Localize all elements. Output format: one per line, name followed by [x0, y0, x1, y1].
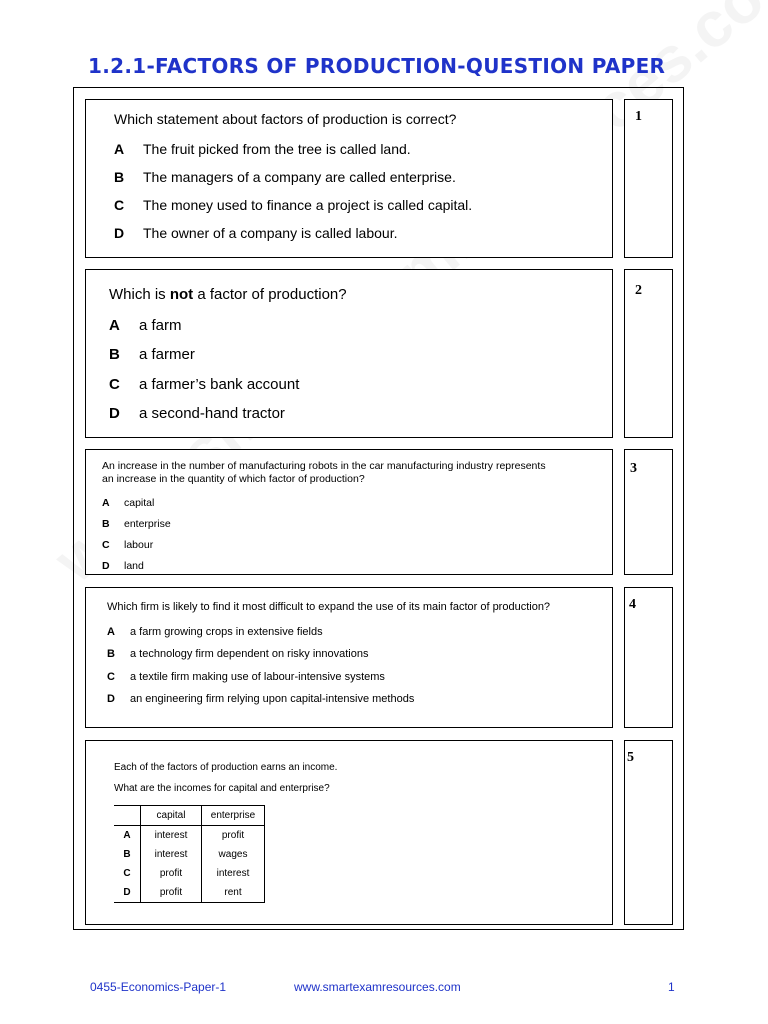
question-3-box	[85, 449, 613, 575]
option-letter: A	[114, 141, 125, 157]
option-letter: C	[107, 671, 115, 683]
page-title: 1.2.1-FACTORS OF PRODUCTION-QUESTION PAPER	[88, 54, 666, 78]
table-cell: C	[114, 864, 141, 883]
option-text: The managers of a company are called enterprise.	[143, 169, 456, 185]
table-cell: D	[114, 883, 141, 903]
question-4-box	[85, 587, 613, 728]
question-2-stem-after: a factor of production?	[193, 286, 347, 303]
option-letter: D	[109, 405, 120, 422]
option-letter: B	[114, 169, 125, 185]
option-text: a technology firm dependent on risky innovations	[130, 648, 369, 660]
question-3-number: 3	[630, 461, 637, 476]
table-cell: wages	[202, 845, 265, 864]
table-row	[114, 883, 265, 903]
option-letter: B	[102, 518, 110, 530]
question-5-box	[85, 740, 613, 925]
table-row	[114, 864, 265, 883]
footer-paper-code: 0455-Economics-Paper-1	[90, 980, 227, 994]
footer-page-number: 1	[668, 980, 675, 994]
table-cell: profit	[141, 864, 202, 883]
question-4-stem: Which firm is likely to find it most difficult to expand the use of its main factor of production?	[107, 601, 551, 613]
question-4-number: 4	[629, 597, 636, 612]
table-cell: B	[114, 845, 141, 864]
table-header-cell: enterprise	[202, 806, 265, 826]
option-text: The owner of a company is called labour.	[143, 225, 398, 241]
question-1-stem: Which statement about factors of production is correct?	[114, 111, 457, 127]
option-letter: C	[114, 197, 125, 213]
footer-website-link[interactable]: www.smartexamresources.com	[294, 980, 461, 994]
option-text: The money used to finance a project is called capital.	[143, 197, 473, 213]
question-1-number-box	[624, 99, 673, 258]
table-row	[114, 826, 265, 846]
question-3-number-box	[624, 449, 673, 575]
question-2-stem	[109, 286, 347, 303]
question-2-stem-before: Which is	[109, 286, 170, 303]
question-3-stem-line-2: an increase in the quantity of which factor of production?	[102, 473, 365, 485]
option-letter: C	[109, 376, 120, 393]
question-1-number: 1	[635, 109, 642, 124]
income-table	[114, 805, 265, 903]
option-text: a second-hand tractor	[139, 405, 285, 422]
option-letter: B	[109, 346, 120, 363]
table-cell: rent	[202, 883, 265, 903]
option-text: a textile firm making use of labour-intensive systems	[130, 671, 385, 683]
option-text: a farmer’s bank account	[139, 376, 300, 393]
option-text: enterprise	[124, 518, 171, 530]
option-letter: A	[102, 497, 110, 509]
question-2-number: 2	[635, 283, 642, 298]
option-letter: D	[102, 560, 110, 572]
option-text: a farm growing crops in extensive fields	[130, 626, 323, 638]
option-text: capital	[124, 497, 155, 509]
question-1-box	[85, 99, 613, 258]
question-2-stem-emphasis: not	[169, 286, 194, 303]
table-cell: interest	[202, 864, 265, 883]
table-cell: interest	[141, 826, 202, 846]
option-text: The fruit picked from the tree is called land.	[143, 141, 411, 157]
table-row	[114, 845, 265, 864]
option-letter: B	[107, 648, 115, 660]
option-letter: D	[114, 225, 125, 241]
table-cell: interest	[141, 845, 202, 864]
option-letter: C	[102, 539, 110, 551]
table-cell: profit	[141, 883, 202, 903]
question-2-number-box	[624, 269, 673, 438]
question-3-stem-line-1: An increase in the number of manufacturing robots in the car manufacturing industry represents	[102, 460, 546, 472]
option-text: a farm	[139, 317, 182, 334]
question-2-box	[85, 269, 613, 438]
question-4-number-box	[624, 587, 673, 728]
table-header-cell: capital	[141, 806, 202, 826]
option-letter: A	[109, 317, 120, 334]
option-text: land	[124, 560, 144, 572]
option-text: a farmer	[139, 346, 195, 363]
table-cell: profit	[202, 826, 265, 846]
option-text: an engineering firm relying upon capital-intensive methods	[130, 693, 415, 705]
option-letter: A	[107, 626, 115, 638]
question-5-number-box	[624, 740, 673, 925]
question-5-stem-line-2: What are the incomes for capital and enterprise?	[114, 783, 330, 794]
option-text: labour	[124, 539, 154, 551]
question-5-stem-line-1: Each of the factors of production earns an income.	[114, 762, 338, 773]
table-header-row	[114, 806, 265, 826]
question-5-number: 5	[627, 750, 634, 765]
table-header-cell	[114, 806, 141, 826]
table-cell: A	[114, 826, 141, 846]
option-letter: D	[107, 693, 115, 705]
